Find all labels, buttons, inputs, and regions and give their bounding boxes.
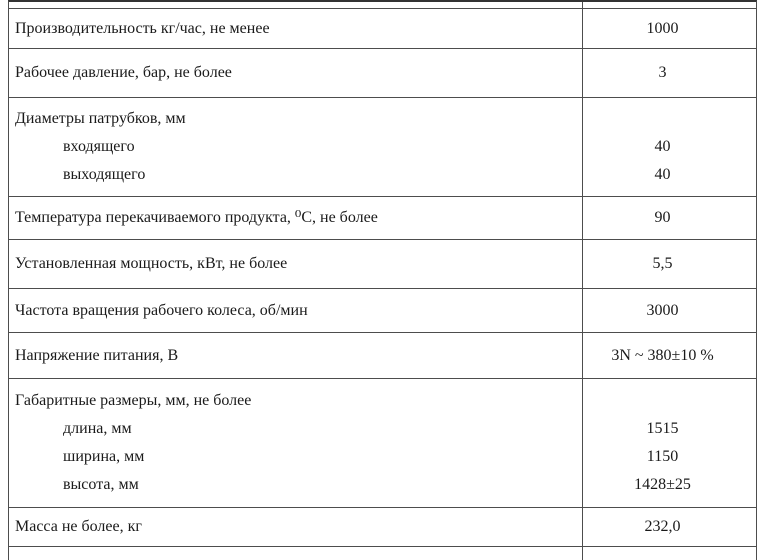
- spec-value-cell: [583, 508, 756, 546]
- spec-sub-value: 40: [654, 166, 671, 183]
- spec-sub-value: 1428±25: [634, 476, 691, 493]
- spec-label-cell: [9, 98, 583, 196]
- spec-value-cell: [583, 289, 756, 332]
- spec-label: Рабочее давление, бар, не более: [15, 64, 232, 81]
- spec-label: Установленная мощность, кВт, не более: [15, 255, 288, 272]
- spec-value-cell: [583, 197, 756, 239]
- table-row: [8, 97, 757, 196]
- spec-value-cell: [583, 379, 756, 507]
- table-row: [8, 239, 757, 288]
- spec-value-spacer: [583, 105, 742, 133]
- spec-label: Напряжение питания, В: [15, 346, 179, 364]
- spec-label-cell: [9, 379, 583, 507]
- spec-label-cell: [9, 197, 583, 239]
- spec-label-cell: [9, 9, 583, 48]
- table-row: [8, 332, 757, 378]
- partial-label-cell: [9, 2, 583, 8]
- spec-sub-label: высота, мм: [63, 476, 139, 493]
- spec-value-cell: [583, 49, 756, 97]
- spec-label: Диаметры патрубков, мм: [15, 110, 186, 127]
- spec-label-cell: [9, 240, 583, 288]
- specifications-table: [8, 0, 757, 560]
- spec-sub-label: входящего: [63, 138, 135, 155]
- spec-value: 1000: [646, 19, 679, 37]
- spec-label: Производительность кг/час, не менее: [15, 19, 270, 37]
- spec-sub-label: длина, мм: [63, 420, 132, 437]
- partial-label-cell: [9, 547, 583, 560]
- partial-value-cell: [583, 547, 756, 560]
- table-row: [8, 8, 757, 48]
- spec-label: Габаритные размеры, мм, не более: [15, 392, 252, 409]
- spec-value: 5,5: [652, 255, 673, 272]
- table-row: [8, 378, 757, 507]
- table-row-partial-bottom: [8, 546, 757, 560]
- spec-value: 3: [658, 64, 667, 81]
- table-row-partial-top: [8, 0, 757, 8]
- spec-value-cell: [583, 333, 756, 378]
- spec-label-cell: [9, 508, 583, 546]
- spec-value: 90: [654, 209, 671, 226]
- spec-sub-value: 1515: [646, 420, 679, 437]
- spec-sub-label: ширина, мм: [63, 448, 145, 465]
- partial-value-cell: [583, 2, 756, 8]
- spec-value: 3000: [646, 301, 679, 319]
- spec-sub-value: 40: [654, 138, 671, 155]
- spec-sub-value: 1150: [646, 448, 679, 465]
- spec-label-cell: [9, 333, 583, 378]
- spec-label: Масса не более, кг: [15, 518, 142, 535]
- spec-label-cell: [9, 49, 583, 97]
- spec-value-cell: [583, 9, 756, 48]
- spec-label-cell: [9, 289, 583, 332]
- table-body: [8, 8, 757, 546]
- spec-label: Температура перекачиваемого продукта, ⁰С, не более: [15, 209, 378, 226]
- spec-value: 232,0: [644, 518, 681, 535]
- table-row: [8, 507, 757, 546]
- table-row: [8, 288, 757, 332]
- spec-value: 3N ~ 380±10 %: [611, 346, 714, 364]
- spec-sub-label: выходящего: [63, 166, 146, 183]
- spec-label: Частота вращения рабочего колеса, об/мин: [15, 301, 308, 319]
- spec-value-spacer: [583, 387, 742, 415]
- table-row: [8, 196, 757, 239]
- spec-value-cell: [583, 240, 756, 288]
- table-row: [8, 48, 757, 97]
- spec-value-cell: [583, 98, 756, 196]
